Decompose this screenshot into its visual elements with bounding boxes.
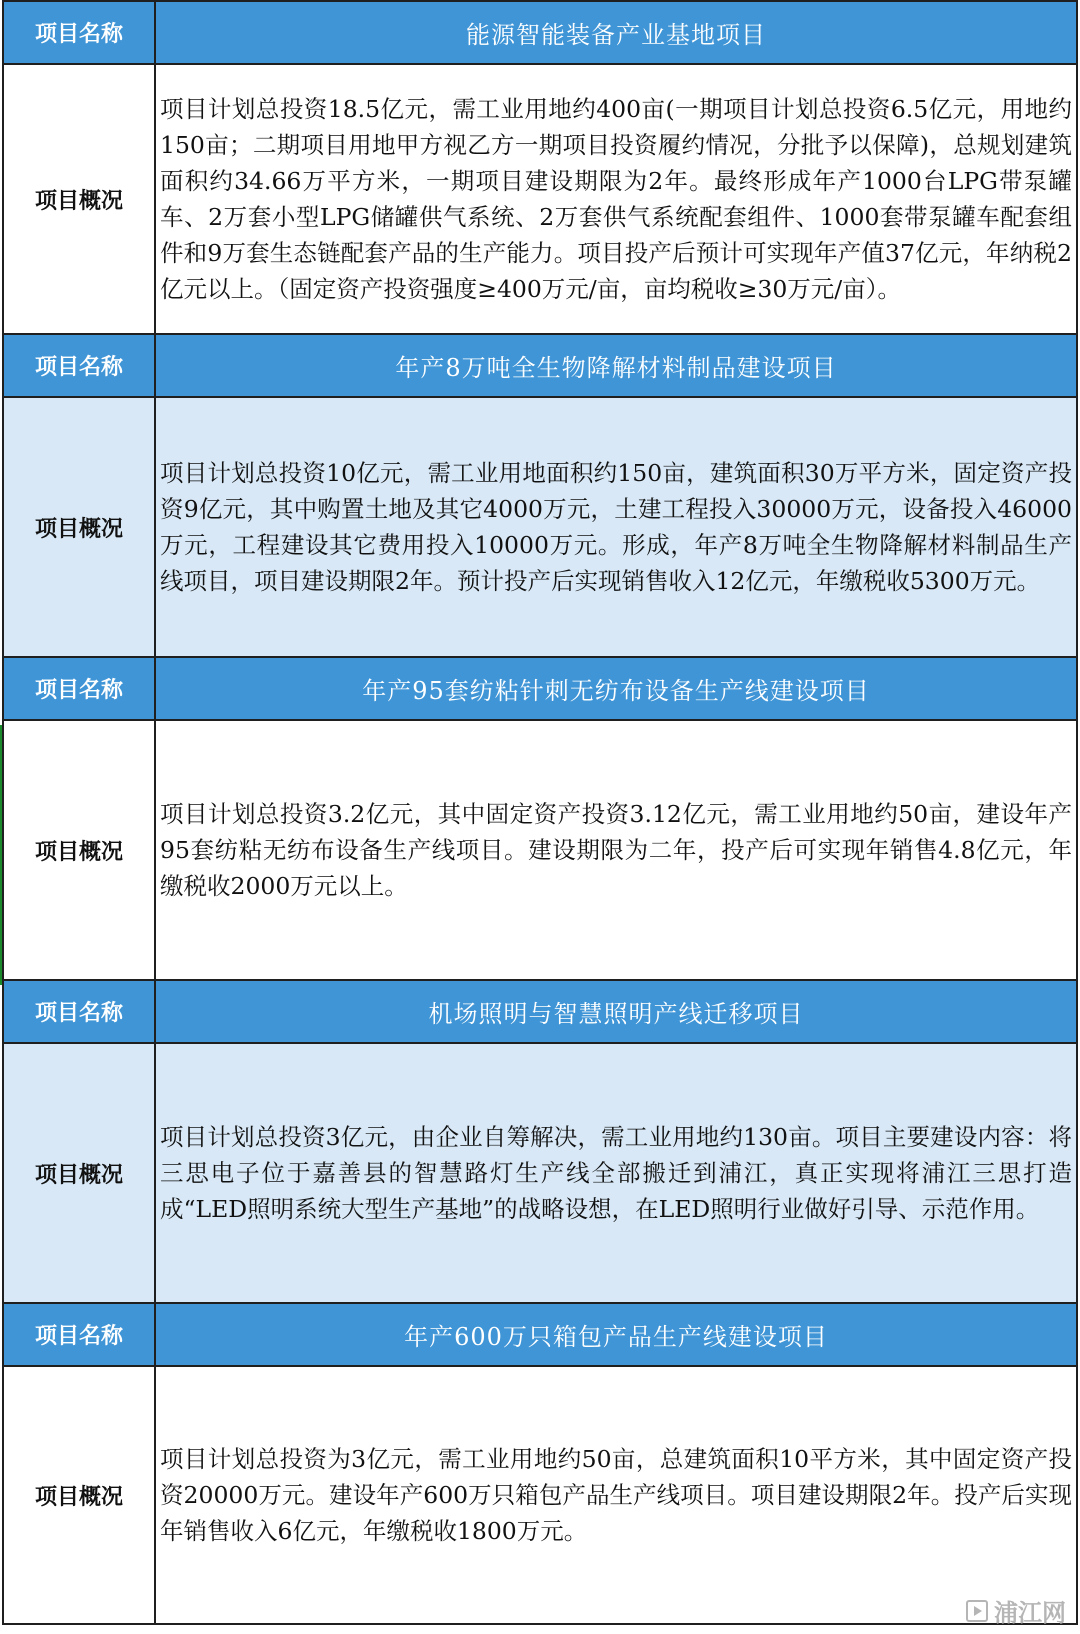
project-name-label: 项目名称: [3, 334, 155, 397]
project-overview-text: 项目计划总投资3亿元，由企业自筹解决，需工业用地约130亩。项目主要建设内容：将三思电子位于嘉善县的智慧路灯生产线全部搬迁到浦江，真正实现将浦江三思打造成“LED照明系统大型生产基地”的战略设想，在LED照明行业做好引导、示范作用。: [155, 1043, 1077, 1303]
left-edge-accent: [0, 725, 2, 985]
project-overview-label: 项目概况: [3, 1366, 155, 1624]
project-name-row: [3, 980, 1077, 1043]
project-name-label: 项目名称: [3, 657, 155, 720]
project-overview-text: 项目计划总投资为3亿元，需工业用地约50亩，总建筑面积10平方米，其中固定资产投资20000万元。建设年产600万只箱包产品生产线项目。项目建设期限2年。投产后实现年销售收入6亿元，年缴税收1800万元。: [155, 1366, 1077, 1624]
project-overview-row: [3, 64, 1077, 334]
project-overview-text: 项目计划总投资10亿元，需工业用地面积约150亩，建筑面积30万平方米，固定资产投资9亿元，其中购置土地及其它4000万元，土建工程投入30000万元，设备投入46000万元，工程建设其它费用投入10000万元。形成，年产8万吨全生物降解材料制品生产线项目，项目建设期限2年。预计投产后实现销售收入12亿元，年缴税收5300万元。: [155, 397, 1077, 657]
project-name-row: [3, 1303, 1077, 1366]
project-name: 能源智能装备产业基地项目: [155, 1, 1077, 64]
project-name-row: [3, 1, 1077, 64]
page: [2, 0, 1076, 1634]
play-logo-icon: [966, 1600, 988, 1622]
watermark: [966, 1593, 1066, 1628]
project-overview-label: 项目概况: [3, 397, 155, 657]
project-name-label: 项目名称: [3, 980, 155, 1043]
project-overview-row: [3, 1366, 1077, 1624]
project-overview-label: 项目概况: [3, 720, 155, 980]
project-overview-row: [3, 1043, 1077, 1303]
watermark-text: 浦江网: [994, 1599, 1066, 1627]
project-overview-text: 项目计划总投资18.5亿元，需工业用地约400亩(一期项目计划总投资6.5亿元，用地约150亩；二期项目用地甲方视乙方一期项目投资履约情况，分批予以保障)，总规划建筑面积约34.66万平方米，一期项目建设期限为2年。最终形成年产1000台LPG带泵罐车、2万套小型LPG储罐供气系统、2万套供气系统配套组件、1000套带泵罐车配套组件和9万套生态链配套产品的生产能力。项目投产后预计可实现年产值37亿元，年纳税2亿元以上。（固定资产投资强度≥400万元/亩，亩均税收≥30万元/亩）。: [155, 64, 1077, 334]
project-name-label: 项目名称: [3, 1303, 155, 1366]
project-name: 年产95套纺粘针刺无纺布设备生产线建设项目: [155, 657, 1077, 720]
project-overview-row: [3, 720, 1077, 980]
project-name: 机场照明与智慧照明产线迁移项目: [155, 980, 1077, 1043]
project-overview-row: [3, 397, 1077, 657]
project-name-row: [3, 334, 1077, 397]
project-name-row: [3, 657, 1077, 720]
project-overview-label: 项目概况: [3, 64, 155, 334]
project-name: 年产8万吨全生物降解材料制品建设项目: [155, 334, 1077, 397]
project-overview-text: 项目计划总投资3.2亿元，其中固定资产投资3.12亿元，需工业用地约50亩，建设年产95套纺粘无纺布设备生产线项目。建设期限为二年，投产后可实现年销售4.8亿元，年缴税收2000万元以上。: [155, 720, 1077, 980]
project-name-label: 项目名称: [3, 1, 155, 64]
projects-table: [2, 0, 1078, 1625]
project-name: 年产600万只箱包产品生产线建设项目: [155, 1303, 1077, 1366]
project-overview-label: 项目概况: [3, 1043, 155, 1303]
